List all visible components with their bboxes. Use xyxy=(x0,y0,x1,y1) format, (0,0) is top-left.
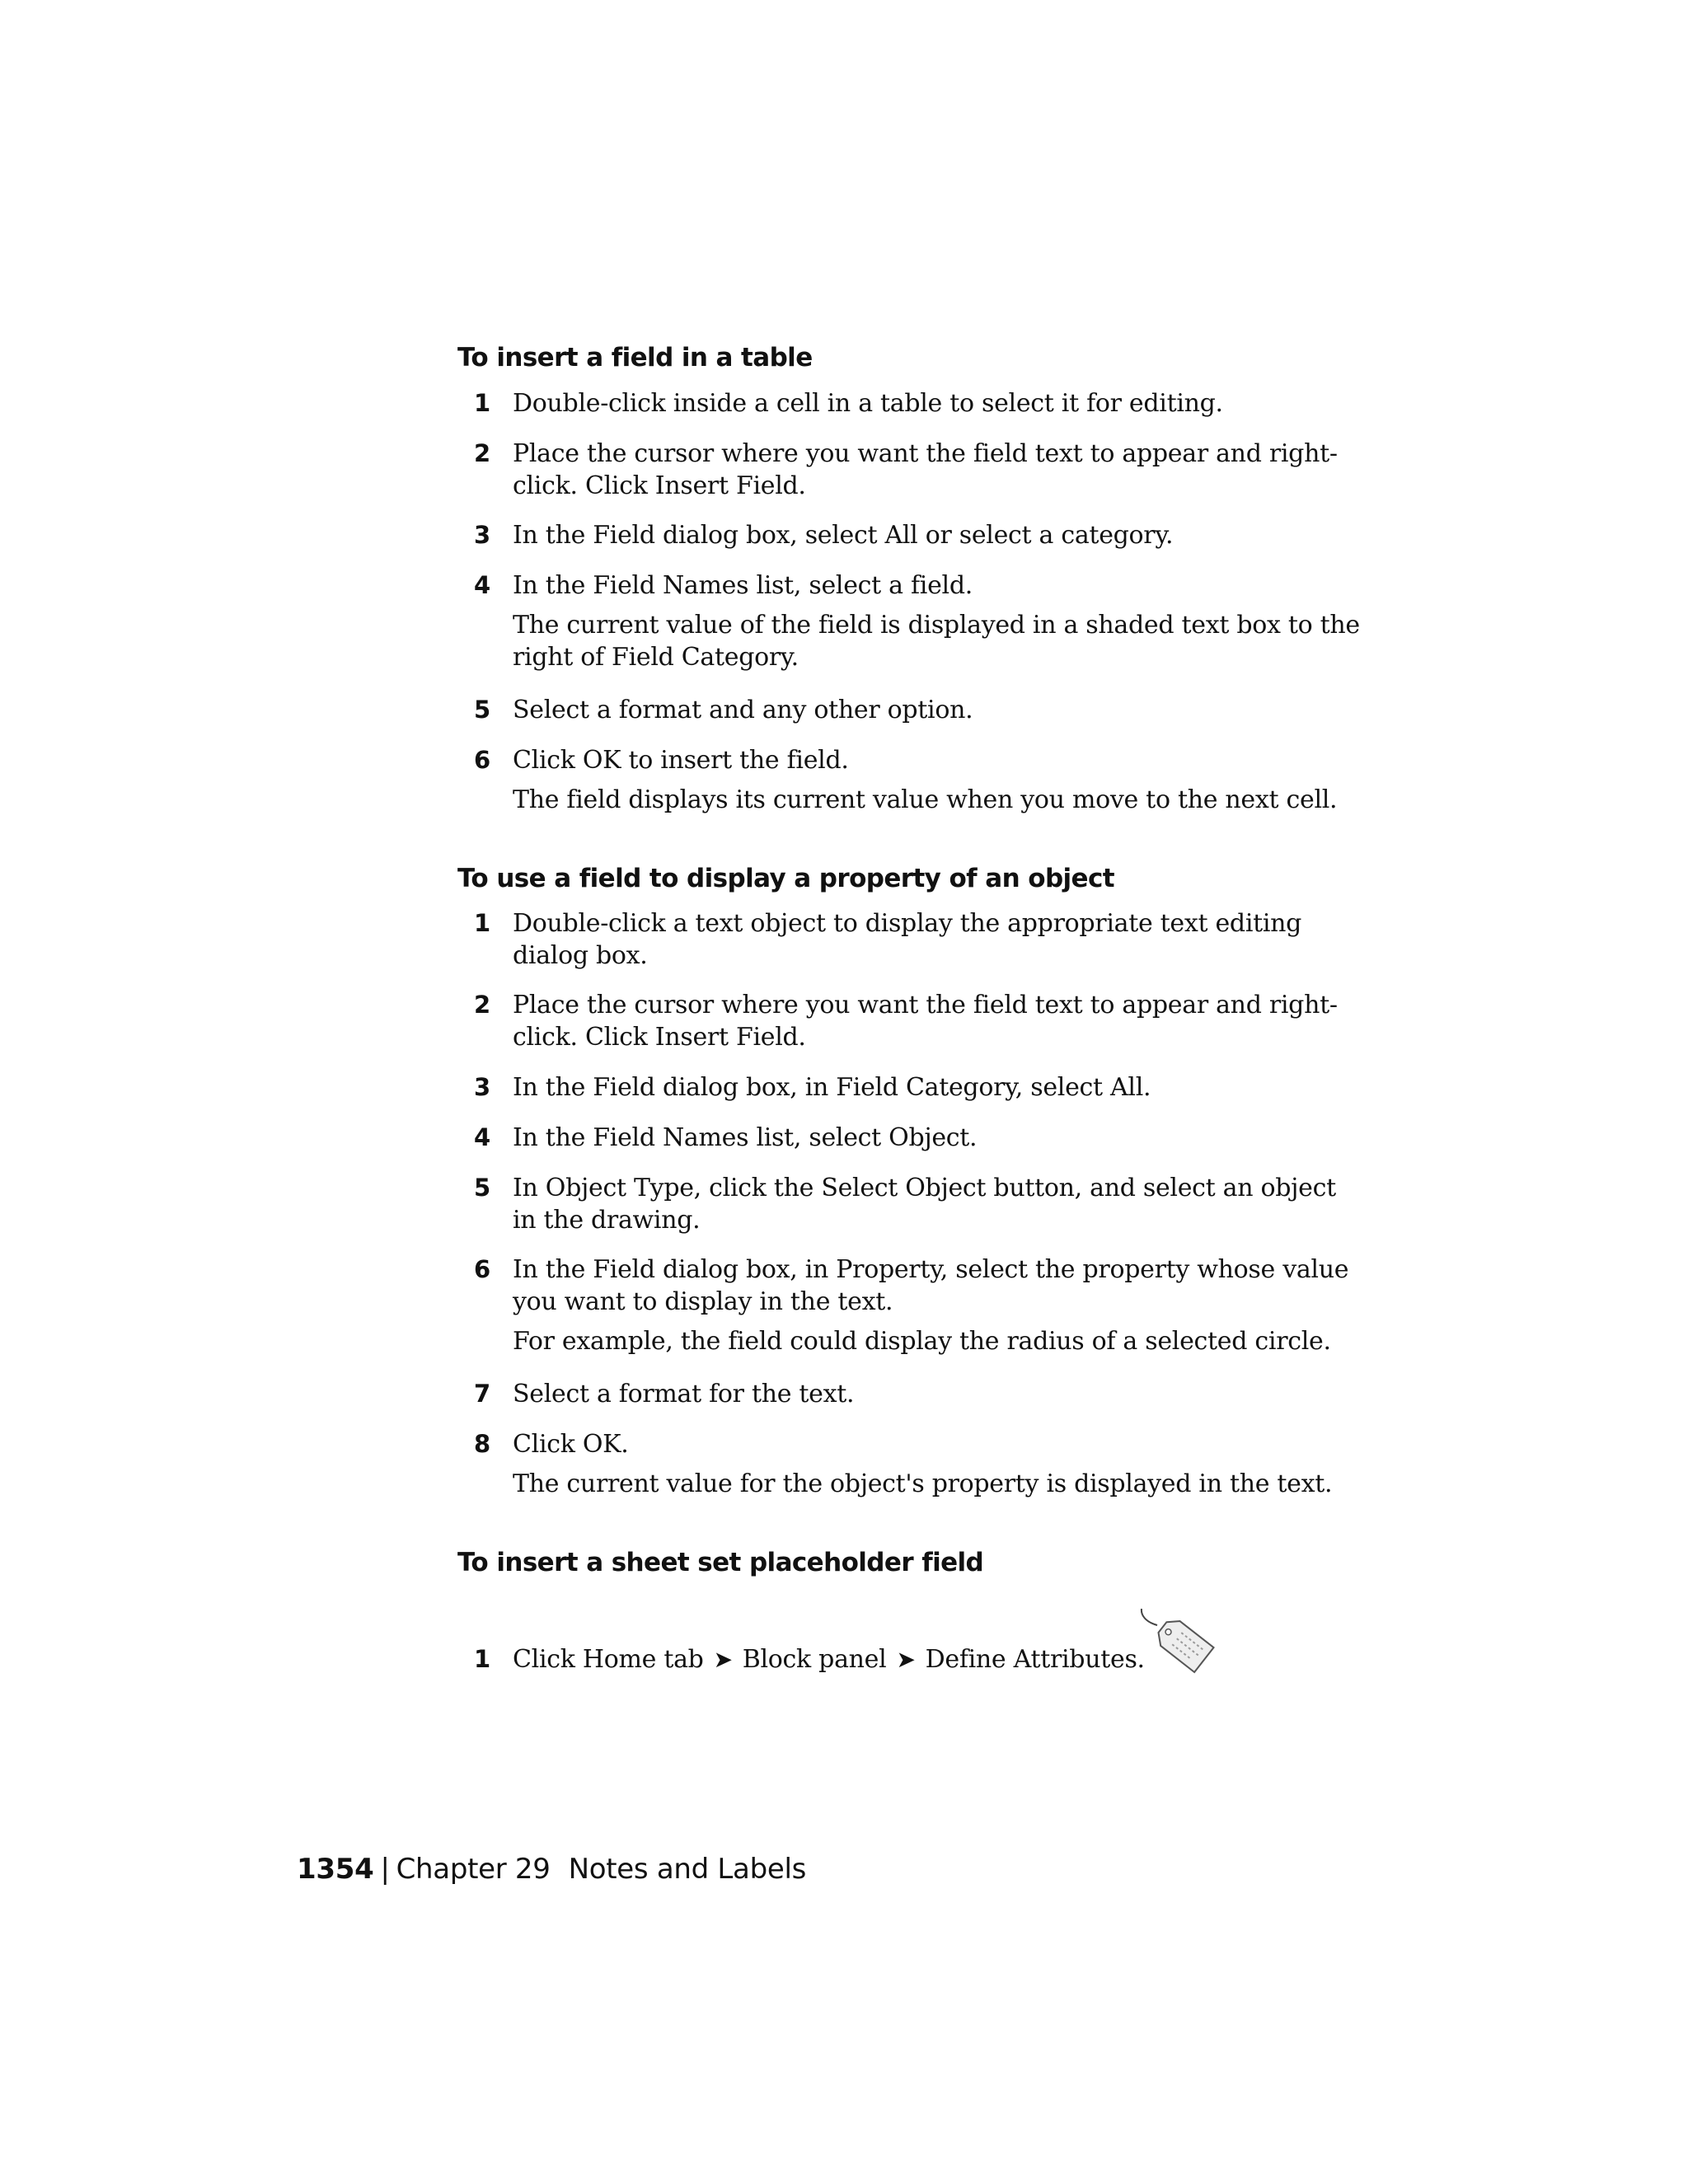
step-number: 6 xyxy=(474,746,491,774)
step-text: Place the cursor where you want the field text to appear and right-click. Click Insert Field. xyxy=(513,991,1338,1052)
chapter-title: Notes and Labels xyxy=(568,1853,807,1886)
list-item xyxy=(457,694,1364,726)
step-text: Click OK. xyxy=(513,1430,629,1459)
footer-separator: | xyxy=(380,1853,390,1886)
step-number: 4 xyxy=(474,1123,491,1151)
page-number: 1354 xyxy=(297,1853,374,1886)
step-text: Double-click inside a cell in a table to select it for editing. xyxy=(513,389,1223,418)
step-text: Place the cursor where you want the field text to appear and right-click. Click Insert Field. xyxy=(513,439,1338,500)
step-text: Double-click a text object to display the appropriate text editing dialog box. xyxy=(513,909,1302,970)
step-number: 1 xyxy=(474,389,491,417)
list-item xyxy=(457,1643,1364,1675)
list-item xyxy=(457,438,1364,502)
step-number: 4 xyxy=(474,571,491,599)
step-number: 2 xyxy=(474,991,491,1019)
step-note: The field displays its current value when you move to the next cell. xyxy=(513,785,1338,814)
arrow-icon: ➤ xyxy=(713,1646,733,1673)
list-item xyxy=(457,519,1364,551)
step-number: 8 xyxy=(474,1430,491,1458)
step-text: In the Field dialog box, in Field Category, select All. xyxy=(513,1073,1151,1102)
step-note: The current value for the object's property is displayed in the text. xyxy=(513,1469,1333,1498)
step-text: Select a format for the text. xyxy=(513,1380,855,1408)
step-number: 5 xyxy=(474,1174,491,1202)
step-text: In the Field Names list, select Object. xyxy=(513,1123,978,1152)
list-item xyxy=(457,1428,1364,1500)
step-number: 3 xyxy=(474,1073,491,1101)
step-number: 1 xyxy=(474,1645,491,1673)
section-heading: To insert a sheet set placeholder field xyxy=(457,1548,984,1577)
tag-icon xyxy=(1137,1607,1220,1681)
chapter-label: Chapter 29 xyxy=(396,1853,551,1886)
step-text: In the Field dialog box, in Property, select the property whose value you want to display in the text. xyxy=(513,1255,1349,1316)
step-number: 3 xyxy=(474,521,491,549)
step-number: 5 xyxy=(474,696,491,724)
ribbon-command-link[interactable]: Define Attributes. xyxy=(925,1645,1145,1674)
list-item xyxy=(457,1122,1364,1154)
step-number: 2 xyxy=(474,439,491,467)
section-heading: To use a field to display a property of an object xyxy=(457,864,1114,893)
section-heading: To insert a field in a table xyxy=(457,343,813,373)
list-item xyxy=(457,569,1364,673)
list-item xyxy=(457,744,1364,816)
list-item xyxy=(457,1172,1364,1236)
step-number: 7 xyxy=(474,1380,491,1408)
list-item xyxy=(457,1378,1364,1410)
page-footer xyxy=(297,1851,806,1887)
list-item xyxy=(457,907,1364,972)
step-text: In the Field dialog box, select All or select a category. xyxy=(513,521,1174,550)
step-text: Click OK to insert the field. xyxy=(513,746,849,775)
list-item xyxy=(457,387,1364,419)
ribbon-tab-link[interactable]: Click Home tab xyxy=(513,1645,704,1674)
list-item xyxy=(457,989,1364,1053)
list-item xyxy=(457,1071,1364,1104)
step-text: Select a format and any other option. xyxy=(513,696,973,724)
step-text: In the Field Names list, select a field. xyxy=(513,571,973,600)
step-note: The current value of the field is displayed in a shaded text box to the right of Field Category. xyxy=(513,611,1360,672)
list-item xyxy=(457,1254,1364,1357)
step-text: In Object Type, click the Select Object button, and select an object in the drawing. xyxy=(513,1174,1336,1235)
step-number: 1 xyxy=(474,909,491,937)
arrow-icon: ➤ xyxy=(896,1646,916,1673)
step-number: 6 xyxy=(474,1255,491,1283)
step-note: For example, the field could display the radius of a selected circle. xyxy=(513,1327,1331,1356)
ribbon-panel-link[interactable]: Block panel xyxy=(742,1645,887,1674)
ribbon-path xyxy=(513,1643,1364,1675)
